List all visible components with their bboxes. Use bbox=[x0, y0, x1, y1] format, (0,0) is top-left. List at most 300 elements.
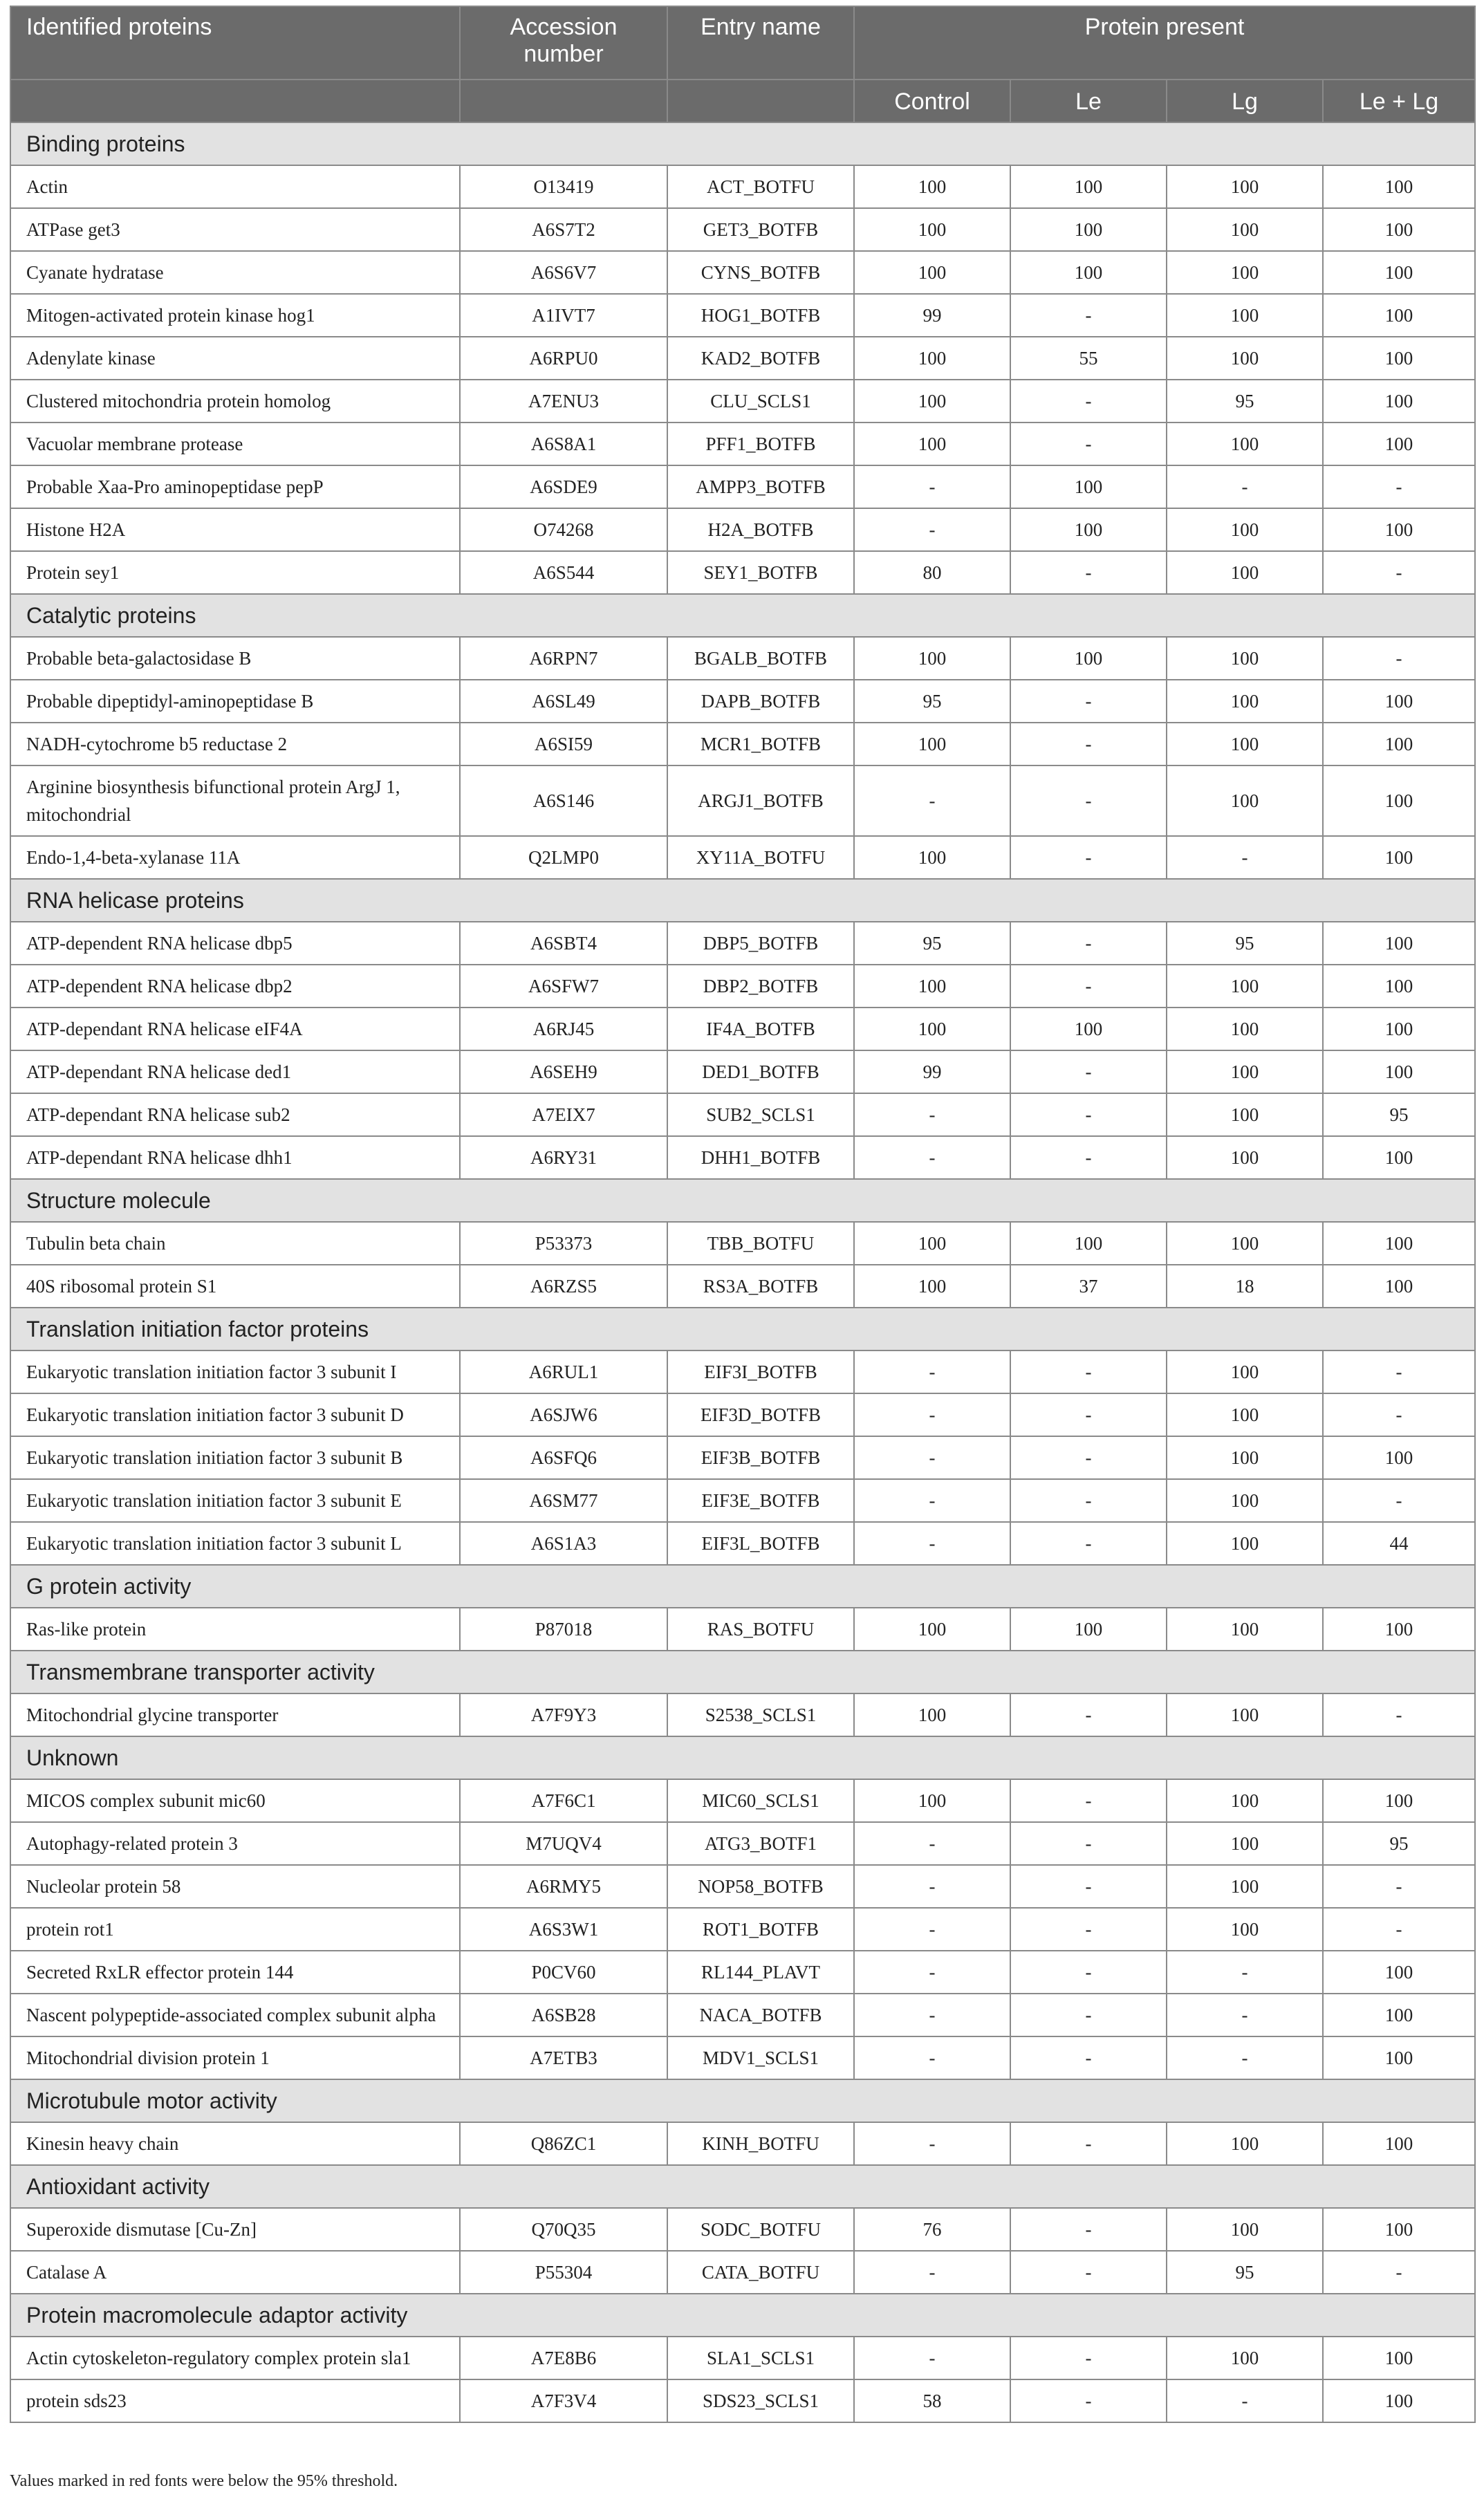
le-lg-value: - bbox=[1323, 1693, 1475, 1736]
lg-value: 100 bbox=[1167, 1865, 1323, 1908]
table-row bbox=[10, 723, 1475, 765]
protein-name: ATP-dependant RNA helicase eIF4A bbox=[10, 1008, 460, 1050]
entry-name-cell: SDS23_SCLS1 bbox=[667, 2379, 854, 2422]
control-value: 100 bbox=[854, 1008, 1010, 1050]
accession-cell: A6SBT4 bbox=[460, 922, 667, 965]
protein-name: Mitogen-activated protein kinase hog1 bbox=[10, 294, 460, 337]
protein-name: Kinesin heavy chain bbox=[10, 2122, 460, 2165]
le-value: - bbox=[1010, 2379, 1167, 2422]
protein-name: Mitochondrial glycine transporter bbox=[10, 1693, 460, 1736]
section-title: Unknown bbox=[10, 1736, 1475, 1779]
le-value: 100 bbox=[1010, 208, 1167, 251]
le-lg-value: - bbox=[1323, 465, 1475, 508]
entry-name-cell: EIF3L_BOTFB bbox=[667, 1522, 854, 1565]
le-value: - bbox=[1010, 922, 1167, 965]
control-value: 95 bbox=[854, 922, 1010, 965]
table-row bbox=[10, 551, 1475, 594]
le-lg-value: 100 bbox=[1323, 723, 1475, 765]
control-value: 100 bbox=[854, 165, 1010, 208]
header-identified-proteins: Identified proteins bbox=[10, 6, 460, 80]
accession-cell: P0CV60 bbox=[460, 1951, 667, 1994]
lg-value: - bbox=[1167, 465, 1323, 508]
footnote: Values marked in red fonts were below the 95% threshold. bbox=[10, 2472, 398, 2490]
lg-value: - bbox=[1167, 1951, 1323, 1994]
entry-name-cell: NACA_BOTFB bbox=[667, 1994, 854, 2036]
accession-cell: A6SJW6 bbox=[460, 1393, 667, 1436]
control-value: - bbox=[854, 2251, 1010, 2294]
protein-name: Secreted RxLR effector protein 144 bbox=[10, 1951, 460, 1994]
entry-name-cell: CYNS_BOTFB bbox=[667, 251, 854, 294]
le-lg-value: 95 bbox=[1323, 1093, 1475, 1136]
control-value: 95 bbox=[854, 680, 1010, 723]
table-row bbox=[10, 1050, 1475, 1093]
le-lg-value: 100 bbox=[1323, 1136, 1475, 1179]
protein-name: protein sds23 bbox=[10, 2379, 460, 2422]
le-lg-value: 100 bbox=[1323, 337, 1475, 380]
section-title: Binding proteins bbox=[10, 122, 1475, 165]
control-value: - bbox=[854, 1350, 1010, 1393]
section-row bbox=[10, 879, 1475, 922]
le-lg-value: 100 bbox=[1323, 251, 1475, 294]
accession-cell: A7F3V4 bbox=[460, 2379, 667, 2422]
section-row bbox=[10, 1736, 1475, 1779]
protein-name: NADH-cytochrome b5 reductase 2 bbox=[10, 723, 460, 765]
section-title: RNA helicase proteins bbox=[10, 879, 1475, 922]
protein-name: Probable beta-galactosidase B bbox=[10, 637, 460, 680]
control-value: - bbox=[854, 465, 1010, 508]
accession-cell: Q86ZC1 bbox=[460, 2122, 667, 2165]
lg-value: 100 bbox=[1167, 251, 1323, 294]
protein-name: Nucleolar protein 58 bbox=[10, 1865, 460, 1908]
lg-value: - bbox=[1167, 836, 1323, 879]
control-value: - bbox=[854, 1522, 1010, 1565]
protein-name: MICOS complex subunit mic60 bbox=[10, 1779, 460, 1822]
le-value: 100 bbox=[1010, 165, 1167, 208]
section-row bbox=[10, 2294, 1475, 2337]
table-row bbox=[10, 2208, 1475, 2251]
protein-name: Endo-1,4-beta-xylanase 11A bbox=[10, 836, 460, 879]
entry-name-cell: S2538_SCLS1 bbox=[667, 1693, 854, 1736]
accession-cell: A7E8B6 bbox=[460, 2337, 667, 2379]
header-le-lg: Le + Lg bbox=[1323, 80, 1475, 122]
table-row bbox=[10, 2337, 1475, 2379]
table-row bbox=[10, 165, 1475, 208]
protein-name: protein rot1 bbox=[10, 1908, 460, 1951]
table-row bbox=[10, 1693, 1475, 1736]
le-value: - bbox=[1010, 1050, 1167, 1093]
table-row bbox=[10, 294, 1475, 337]
control-value: 58 bbox=[854, 2379, 1010, 2422]
accession-cell: A7F6C1 bbox=[460, 1779, 667, 1822]
protein-name: Catalase A bbox=[10, 2251, 460, 2294]
le-value: 100 bbox=[1010, 465, 1167, 508]
table-row bbox=[10, 2379, 1475, 2422]
le-value: - bbox=[1010, 2208, 1167, 2251]
control-value: - bbox=[854, 2122, 1010, 2165]
control-value: - bbox=[854, 1822, 1010, 1865]
table-row bbox=[10, 922, 1475, 965]
section-title: Structure molecule bbox=[10, 1179, 1475, 1222]
entry-name-cell: CATA_BOTFU bbox=[667, 2251, 854, 2294]
header-lg: Lg bbox=[1167, 80, 1323, 122]
le-value: 100 bbox=[1010, 1222, 1167, 1265]
lg-value: 100 bbox=[1167, 508, 1323, 551]
accession-cell: A7ETB3 bbox=[460, 2036, 667, 2079]
entry-name-cell: RL144_PLAVT bbox=[667, 1951, 854, 1994]
entry-name-cell: IF4A_BOTFB bbox=[667, 1008, 854, 1050]
control-value: 100 bbox=[854, 1779, 1010, 1822]
entry-name-cell: DBP2_BOTFB bbox=[667, 965, 854, 1008]
lg-value: - bbox=[1167, 2379, 1323, 2422]
section-title: Translation initiation factor proteins bbox=[10, 1308, 1475, 1350]
protein-name: Protein sey1 bbox=[10, 551, 460, 594]
le-lg-value: 100 bbox=[1323, 765, 1475, 836]
header-accession-number: Accession number bbox=[460, 6, 667, 80]
le-value: 100 bbox=[1010, 508, 1167, 551]
le-value: - bbox=[1010, 1693, 1167, 1736]
protein-name: Nascent polypeptide-associated complex subunit alpha bbox=[10, 1994, 460, 2036]
entry-name-cell: AMPP3_BOTFB bbox=[667, 465, 854, 508]
le-lg-value: 100 bbox=[1323, 2379, 1475, 2422]
lg-value: 100 bbox=[1167, 2337, 1323, 2379]
accession-cell: A6S6V7 bbox=[460, 251, 667, 294]
lg-value: 100 bbox=[1167, 1822, 1323, 1865]
le-value: - bbox=[1010, 1479, 1167, 1522]
le-value: - bbox=[1010, 1350, 1167, 1393]
header-blank bbox=[667, 80, 854, 122]
protein-name: Cyanate hydratase bbox=[10, 251, 460, 294]
lg-value: - bbox=[1167, 2036, 1323, 2079]
le-lg-value: 100 bbox=[1323, 965, 1475, 1008]
accession-cell: A6RPU0 bbox=[460, 337, 667, 380]
table-body bbox=[10, 122, 1475, 2422]
protein-name: 40S ribosomal protein S1 bbox=[10, 1265, 460, 1308]
protein-name: Eukaryotic translation initiation factor 3 subunit B bbox=[10, 1436, 460, 1479]
control-value: 80 bbox=[854, 551, 1010, 594]
lg-value: 100 bbox=[1167, 1393, 1323, 1436]
le-lg-value: 100 bbox=[1323, 1008, 1475, 1050]
le-lg-value: 100 bbox=[1323, 294, 1475, 337]
accession-cell: A6SI59 bbox=[460, 723, 667, 765]
header-control: Control bbox=[854, 80, 1010, 122]
section-row bbox=[10, 122, 1475, 165]
le-lg-value: - bbox=[1323, 1908, 1475, 1951]
lg-value: 100 bbox=[1167, 1608, 1323, 1651]
table-row bbox=[10, 2036, 1475, 2079]
protein-name: Actin bbox=[10, 165, 460, 208]
le-lg-value: - bbox=[1323, 551, 1475, 594]
le-value: 100 bbox=[1010, 1608, 1167, 1651]
le-value: - bbox=[1010, 1779, 1167, 1822]
protein-name: Probable Xaa-Pro aminopeptidase pepP bbox=[10, 465, 460, 508]
accession-cell: P87018 bbox=[460, 1608, 667, 1651]
accession-cell: P53373 bbox=[460, 1222, 667, 1265]
le-value: - bbox=[1010, 2337, 1167, 2379]
le-value: - bbox=[1010, 723, 1167, 765]
control-value: 99 bbox=[854, 1050, 1010, 1093]
table-row bbox=[10, 836, 1475, 879]
table-row bbox=[10, 251, 1475, 294]
control-value: 100 bbox=[854, 1693, 1010, 1736]
protein-name: Eukaryotic translation initiation factor 3 subunit L bbox=[10, 1522, 460, 1565]
le-value: - bbox=[1010, 836, 1167, 879]
lg-value: 100 bbox=[1167, 551, 1323, 594]
accession-cell: Q70Q35 bbox=[460, 2208, 667, 2251]
protein-name: Eukaryotic translation initiation factor 3 subunit D bbox=[10, 1393, 460, 1436]
le-lg-value: - bbox=[1323, 1350, 1475, 1393]
protein-name: Actin cytoskeleton-regulatory complex protein sla1 bbox=[10, 2337, 460, 2379]
control-value: 76 bbox=[854, 2208, 1010, 2251]
entry-name-cell: EIF3E_BOTFB bbox=[667, 1479, 854, 1522]
control-value: - bbox=[854, 765, 1010, 836]
control-value: 100 bbox=[854, 337, 1010, 380]
protein-name: Vacuolar membrane protease bbox=[10, 423, 460, 465]
table-row bbox=[10, 1951, 1475, 1994]
le-value: - bbox=[1010, 294, 1167, 337]
entry-name-cell: ATG3_BOTF1 bbox=[667, 1822, 854, 1865]
le-lg-value: - bbox=[1323, 1865, 1475, 1908]
table-row bbox=[10, 1779, 1475, 1822]
lg-value: 100 bbox=[1167, 337, 1323, 380]
header-blank bbox=[460, 80, 667, 122]
le-value: - bbox=[1010, 1908, 1167, 1951]
control-value: - bbox=[854, 1136, 1010, 1179]
protein-name: Autophagy-related protein 3 bbox=[10, 1822, 460, 1865]
control-value: 100 bbox=[854, 1265, 1010, 1308]
control-value: 100 bbox=[854, 723, 1010, 765]
entry-name-cell: EIF3B_BOTFB bbox=[667, 1436, 854, 1479]
table-row bbox=[10, 1822, 1475, 1865]
table-row bbox=[10, 1994, 1475, 2036]
table-row bbox=[10, 1136, 1475, 1179]
entry-name-cell: MDV1_SCLS1 bbox=[667, 2036, 854, 2079]
le-value: - bbox=[1010, 1951, 1167, 1994]
accession-cell: A6SFW7 bbox=[460, 965, 667, 1008]
entry-name-cell: XY11A_BOTFU bbox=[667, 836, 854, 879]
control-value: 100 bbox=[854, 1608, 1010, 1651]
entry-name-cell: SLA1_SCLS1 bbox=[667, 2337, 854, 2379]
accession-cell: A6S8A1 bbox=[460, 423, 667, 465]
lg-value: 100 bbox=[1167, 1522, 1323, 1565]
table-row bbox=[10, 637, 1475, 680]
lg-value: 100 bbox=[1167, 1436, 1323, 1479]
entry-name-cell: SUB2_SCLS1 bbox=[667, 1093, 854, 1136]
lg-value: 100 bbox=[1167, 1350, 1323, 1393]
accession-cell: A6SDE9 bbox=[460, 465, 667, 508]
accession-cell: A1IVT7 bbox=[460, 294, 667, 337]
le-value: - bbox=[1010, 1436, 1167, 1479]
table-row bbox=[10, 1608, 1475, 1651]
lg-value: 100 bbox=[1167, 723, 1323, 765]
accession-cell: M7UQV4 bbox=[460, 1822, 667, 1865]
protein-name: ATP-dependent RNA helicase dbp2 bbox=[10, 965, 460, 1008]
control-value: 100 bbox=[854, 251, 1010, 294]
table-row bbox=[10, 765, 1475, 836]
entry-name-cell: DBP5_BOTFB bbox=[667, 922, 854, 965]
le-value: - bbox=[1010, 2251, 1167, 2294]
entry-name-cell: DED1_BOTFB bbox=[667, 1050, 854, 1093]
le-lg-value: 100 bbox=[1323, 922, 1475, 965]
lg-value: 100 bbox=[1167, 680, 1323, 723]
entry-name-cell: RAS_BOTFU bbox=[667, 1608, 854, 1651]
lg-value: 100 bbox=[1167, 1779, 1323, 1822]
lg-value: 18 bbox=[1167, 1265, 1323, 1308]
accession-cell: A6RZS5 bbox=[460, 1265, 667, 1308]
table-row bbox=[10, 1265, 1475, 1308]
le-lg-value: 100 bbox=[1323, 2036, 1475, 2079]
control-value: 100 bbox=[854, 208, 1010, 251]
table-row bbox=[10, 423, 1475, 465]
table-row bbox=[10, 1479, 1475, 1522]
le-lg-value: - bbox=[1323, 1479, 1475, 1522]
protein-name: Eukaryotic translation initiation factor 3 subunit E bbox=[10, 1479, 460, 1522]
control-value: 100 bbox=[854, 1222, 1010, 1265]
entry-name-cell: BGALB_BOTFB bbox=[667, 637, 854, 680]
section-title: Protein macromolecule adaptor activity bbox=[10, 2294, 1475, 2337]
section-title: Antioxidant activity bbox=[10, 2165, 1475, 2208]
entry-name-cell: SEY1_BOTFB bbox=[667, 551, 854, 594]
lg-value: 100 bbox=[1167, 1050, 1323, 1093]
le-lg-value: 100 bbox=[1323, 836, 1475, 879]
le-value: - bbox=[1010, 680, 1167, 723]
le-lg-value: 100 bbox=[1323, 1050, 1475, 1093]
protein-name: ATPase get3 bbox=[10, 208, 460, 251]
entry-name-cell: KAD2_BOTFB bbox=[667, 337, 854, 380]
control-value: - bbox=[854, 1393, 1010, 1436]
accession-cell: A6S544 bbox=[460, 551, 667, 594]
control-value: 100 bbox=[854, 965, 1010, 1008]
accession-cell: A7ENU3 bbox=[460, 380, 667, 423]
header-protein-present: Protein present bbox=[854, 6, 1475, 80]
le-lg-value: 100 bbox=[1323, 1436, 1475, 1479]
protein-name: ATP-dependant RNA helicase dhh1 bbox=[10, 1136, 460, 1179]
le-value: - bbox=[1010, 1522, 1167, 1565]
le-lg-value: 100 bbox=[1323, 1265, 1475, 1308]
entry-name-cell: CLU_SCLS1 bbox=[667, 380, 854, 423]
accession-cell: A6S3W1 bbox=[460, 1908, 667, 1951]
le-value: - bbox=[1010, 2122, 1167, 2165]
table-row bbox=[10, 380, 1475, 423]
lg-value: 100 bbox=[1167, 2208, 1323, 2251]
table-row bbox=[10, 1393, 1475, 1436]
le-value: - bbox=[1010, 1136, 1167, 1179]
accession-cell: A6RPN7 bbox=[460, 637, 667, 680]
section-row bbox=[10, 594, 1475, 637]
control-value: - bbox=[854, 1951, 1010, 1994]
section-row bbox=[10, 2165, 1475, 2208]
le-lg-value: 100 bbox=[1323, 1608, 1475, 1651]
protein-name: Histone H2A bbox=[10, 508, 460, 551]
lg-value: 100 bbox=[1167, 1008, 1323, 1050]
protein-name: Mitochondrial division protein 1 bbox=[10, 2036, 460, 2079]
control-value: 99 bbox=[854, 294, 1010, 337]
le-value: - bbox=[1010, 1822, 1167, 1865]
lg-value: 95 bbox=[1167, 380, 1323, 423]
protein-name: Ras-like protein bbox=[10, 1608, 460, 1651]
le-lg-value: - bbox=[1323, 2251, 1475, 2294]
lg-value: 100 bbox=[1167, 965, 1323, 1008]
le-value: - bbox=[1010, 423, 1167, 465]
table-row bbox=[10, 1093, 1475, 1136]
le-lg-value: 100 bbox=[1323, 380, 1475, 423]
table-row bbox=[10, 1865, 1475, 1908]
le-lg-value: 100 bbox=[1323, 1994, 1475, 2036]
lg-value: 100 bbox=[1167, 765, 1323, 836]
control-value: - bbox=[854, 1865, 1010, 1908]
control-value: - bbox=[854, 2337, 1010, 2379]
le-lg-value: 100 bbox=[1323, 508, 1475, 551]
entry-name-cell: HOG1_BOTFB bbox=[667, 294, 854, 337]
accession-cell: A6SB28 bbox=[460, 1994, 667, 2036]
table-row bbox=[10, 2122, 1475, 2165]
entry-name-cell: ACT_BOTFU bbox=[667, 165, 854, 208]
control-value: - bbox=[854, 1908, 1010, 1951]
protein-name: Clustered mitochondria protein homolog bbox=[10, 380, 460, 423]
table-row bbox=[10, 1222, 1475, 1265]
protein-name: Tubulin beta chain bbox=[10, 1222, 460, 1265]
le-value: 55 bbox=[1010, 337, 1167, 380]
protein-table bbox=[10, 6, 1476, 2423]
entry-name-cell: MIC60_SCLS1 bbox=[667, 1779, 854, 1822]
protein-name: ATP-dependent RNA helicase dbp5 bbox=[10, 922, 460, 965]
entry-name-cell: ARGJ1_BOTFB bbox=[667, 765, 854, 836]
lg-value: 95 bbox=[1167, 2251, 1323, 2294]
entry-name-cell: H2A_BOTFB bbox=[667, 508, 854, 551]
le-lg-value: - bbox=[1323, 637, 1475, 680]
accession-cell: A6S146 bbox=[460, 765, 667, 836]
header-entry-name: Entry name bbox=[667, 6, 854, 80]
le-value: - bbox=[1010, 380, 1167, 423]
accession-cell: P55304 bbox=[460, 2251, 667, 2294]
control-value: - bbox=[854, 508, 1010, 551]
section-row bbox=[10, 1179, 1475, 1222]
le-lg-value: 100 bbox=[1323, 423, 1475, 465]
le-lg-value: - bbox=[1323, 1393, 1475, 1436]
entry-name-cell: TBB_BOTFU bbox=[667, 1222, 854, 1265]
table-row bbox=[10, 337, 1475, 380]
entry-name-cell: RS3A_BOTFB bbox=[667, 1265, 854, 1308]
le-value: - bbox=[1010, 1393, 1167, 1436]
le-lg-value: 100 bbox=[1323, 2122, 1475, 2165]
accession-cell: A6RUL1 bbox=[460, 1350, 667, 1393]
le-lg-value: 100 bbox=[1323, 1779, 1475, 1822]
le-lg-value: 44 bbox=[1323, 1522, 1475, 1565]
table-row bbox=[10, 1436, 1475, 1479]
table-row bbox=[10, 508, 1475, 551]
le-value: - bbox=[1010, 965, 1167, 1008]
lg-value: 100 bbox=[1167, 1222, 1323, 1265]
accession-cell: A6S7T2 bbox=[460, 208, 667, 251]
protein-name: Adenylate kinase bbox=[10, 337, 460, 380]
section-row bbox=[10, 1308, 1475, 1350]
le-lg-value: 100 bbox=[1323, 1951, 1475, 1994]
entry-name-cell: ROT1_BOTFB bbox=[667, 1908, 854, 1951]
lg-value: 100 bbox=[1167, 637, 1323, 680]
control-value: 100 bbox=[854, 637, 1010, 680]
header-blank bbox=[10, 80, 460, 122]
table-row bbox=[10, 1522, 1475, 1565]
control-value: 100 bbox=[854, 423, 1010, 465]
control-value: 100 bbox=[854, 836, 1010, 879]
lg-value: 100 bbox=[1167, 1693, 1323, 1736]
section-title: Transmembrane transporter activity bbox=[10, 1651, 1475, 1693]
le-value: - bbox=[1010, 765, 1167, 836]
protein-name: ATP-dependant RNA helicase ded1 bbox=[10, 1050, 460, 1093]
control-value: - bbox=[854, 1479, 1010, 1522]
lg-value: 100 bbox=[1167, 294, 1323, 337]
entry-name-cell: DHH1_BOTFB bbox=[667, 1136, 854, 1179]
lg-value: 100 bbox=[1167, 423, 1323, 465]
